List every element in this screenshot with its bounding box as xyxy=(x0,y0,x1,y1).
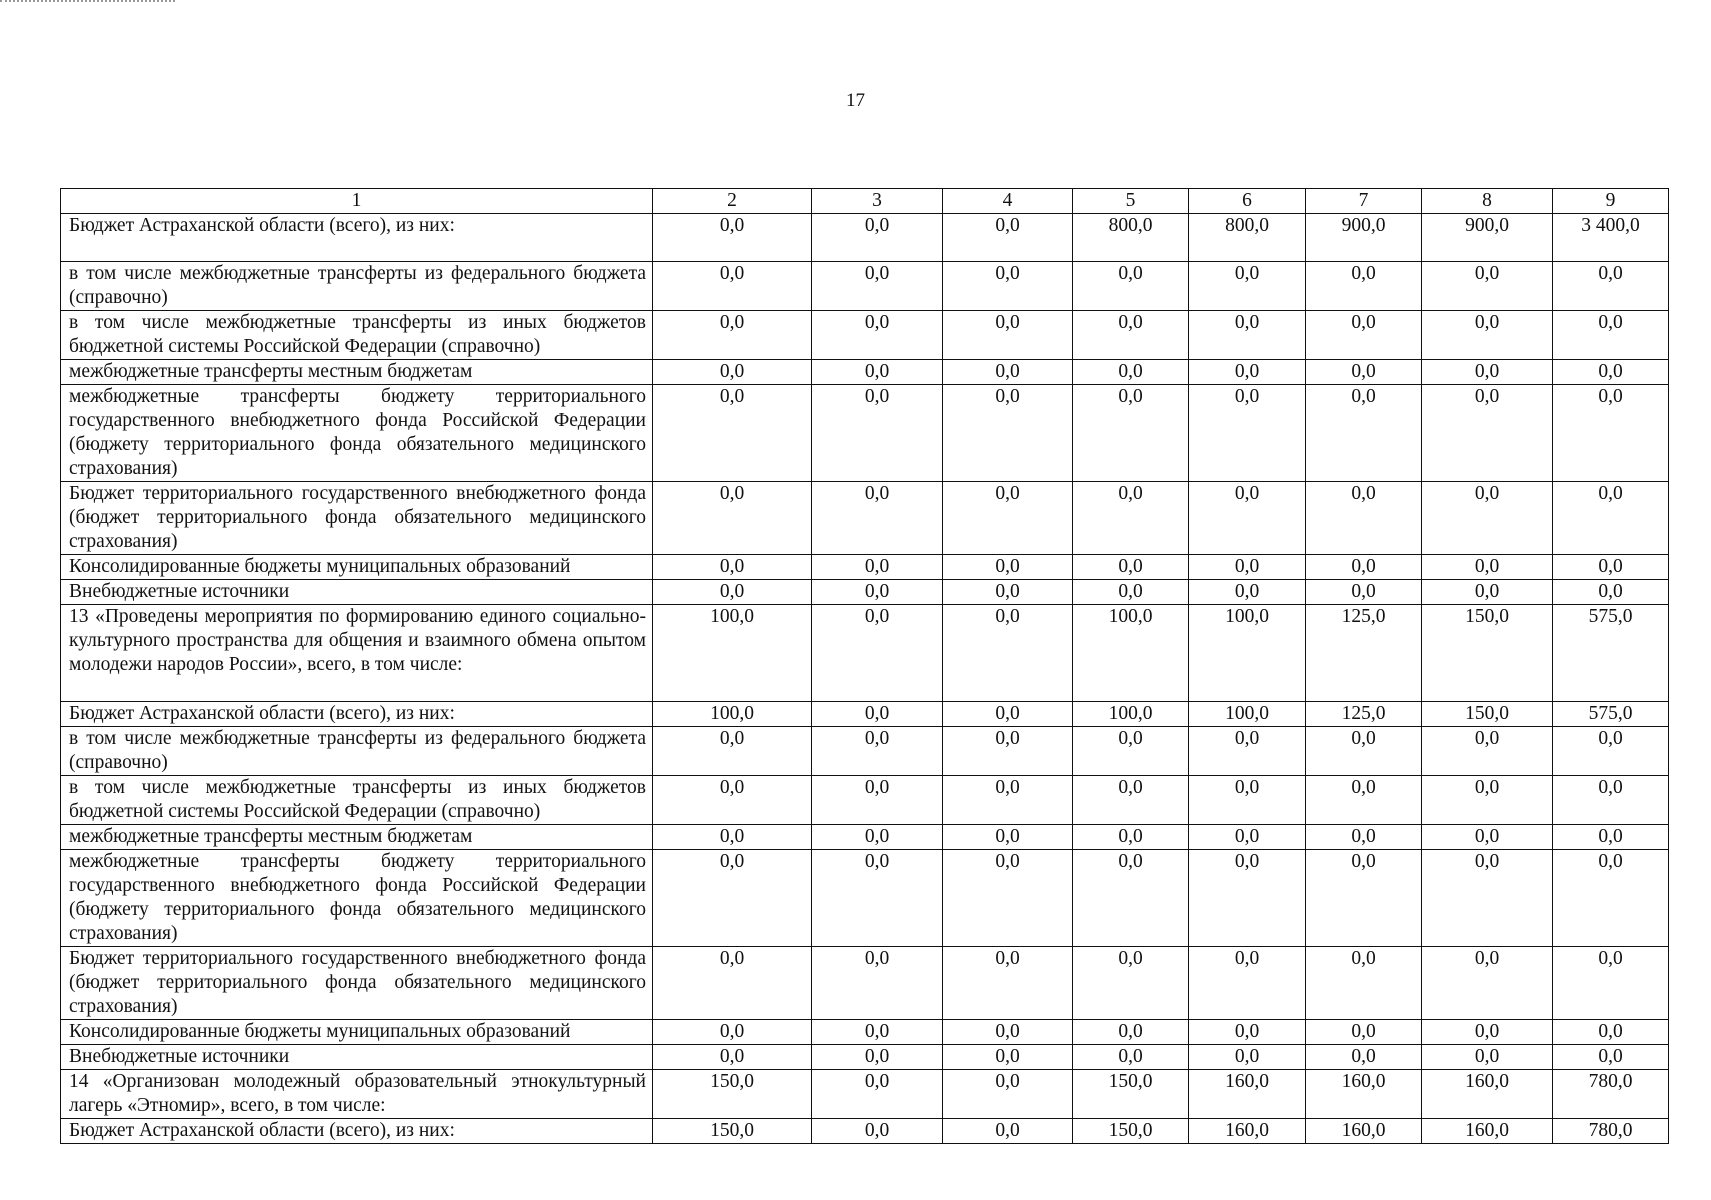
value-cell: 0,0 xyxy=(943,214,1073,262)
header-row xyxy=(61,189,1669,214)
value-cell: 0,0 xyxy=(1073,555,1189,580)
value-cell: 0,0 xyxy=(1553,555,1669,580)
value-cell: 800,0 xyxy=(1189,214,1306,262)
value-cell: 0,0 xyxy=(1553,311,1669,360)
value-cell: 900,0 xyxy=(1422,214,1553,262)
value-cell: 0,0 xyxy=(812,1020,943,1045)
value-cell: 0,0 xyxy=(1073,482,1189,555)
value-cell: 0,0 xyxy=(812,1070,943,1119)
value-cell: 0,0 xyxy=(1422,311,1553,360)
column-header-3: 3 xyxy=(812,189,943,214)
value-cell: 800,0 xyxy=(1073,214,1189,262)
value-cell: 0,0 xyxy=(1422,1020,1553,1045)
value-cell: 0,0 xyxy=(812,262,943,311)
value-cell: 0,0 xyxy=(1422,360,1553,385)
row-label: Бюджет территориального государственного внебюджетного фонда (бюджет территориального фонда обязательного медицинского страхования) xyxy=(61,947,653,1020)
value-cell: 0,0 xyxy=(812,850,943,947)
value-cell: 0,0 xyxy=(812,555,943,580)
table-row xyxy=(61,1070,1669,1119)
value-cell: 125,0 xyxy=(1306,605,1422,702)
table-row xyxy=(61,482,1669,555)
value-cell: 0,0 xyxy=(1073,727,1189,776)
value-cell: 100,0 xyxy=(1073,605,1189,702)
row-label: межбюджетные трансферты местным бюджетам xyxy=(61,360,653,385)
value-cell: 0,0 xyxy=(812,311,943,360)
value-cell: 780,0 xyxy=(1553,1119,1669,1144)
value-cell: 0,0 xyxy=(1073,1020,1189,1045)
value-cell: 0,0 xyxy=(1422,262,1553,311)
value-cell: 0,0 xyxy=(812,947,943,1020)
row-label: Консолидированные бюджеты муниципальных образований xyxy=(61,555,653,580)
value-cell: 0,0 xyxy=(943,776,1073,825)
value-cell: 0,0 xyxy=(1422,385,1553,482)
value-cell: 0,0 xyxy=(943,555,1073,580)
value-cell: 0,0 xyxy=(1189,311,1306,360)
row-label: межбюджетные трансферты бюджету территориального государственного внебюджетного фонда Российской Федерации (бюджету территориального фонда обязательного медицинского страхования) xyxy=(61,385,653,482)
value-cell: 0,0 xyxy=(1553,776,1669,825)
value-cell: 0,0 xyxy=(1422,580,1553,605)
value-cell: 0,0 xyxy=(653,580,812,605)
value-cell: 150,0 xyxy=(1073,1119,1189,1144)
scan-artifact xyxy=(0,0,175,6)
value-cell: 0,0 xyxy=(1422,1045,1553,1070)
row-label: 14 «Организован молодежный образовательный этнокультурный лагерь «Этномир», всего, в том числе: xyxy=(61,1070,653,1119)
value-cell: 0,0 xyxy=(1306,580,1422,605)
column-header-7: 7 xyxy=(1306,189,1422,214)
value-cell: 0,0 xyxy=(1189,1020,1306,1045)
value-cell: 0,0 xyxy=(1073,1045,1189,1070)
budget-table xyxy=(60,188,1669,1144)
value-cell: 150,0 xyxy=(1422,605,1553,702)
value-cell: 150,0 xyxy=(653,1119,812,1144)
table-row xyxy=(61,262,1669,311)
row-label: 13 «Проведены мероприятия по формированию единого социально-культурного пространства для общения и взаимного обмена опытом молодежи народов России», всего, в том числе: xyxy=(61,605,653,702)
value-cell: 0,0 xyxy=(653,311,812,360)
value-cell: 780,0 xyxy=(1553,1070,1669,1119)
value-cell: 3 400,0 xyxy=(1553,214,1669,262)
column-header-8: 8 xyxy=(1422,189,1553,214)
value-cell: 0,0 xyxy=(1553,1020,1669,1045)
table-row xyxy=(61,850,1669,947)
value-cell: 0,0 xyxy=(653,825,812,850)
row-label: Бюджет Астраханской области (всего), из них: xyxy=(61,1119,653,1144)
row-label: в том числе межбюджетные трансферты из иных бюджетов бюджетной системы Российской Федерации (справочно) xyxy=(61,311,653,360)
value-cell: 160,0 xyxy=(1306,1070,1422,1119)
value-cell: 0,0 xyxy=(943,1070,1073,1119)
value-cell: 0,0 xyxy=(943,1045,1073,1070)
value-cell: 0,0 xyxy=(943,385,1073,482)
value-cell: 0,0 xyxy=(1189,825,1306,850)
table-row xyxy=(61,1119,1669,1144)
value-cell: 0,0 xyxy=(1073,825,1189,850)
table-row xyxy=(61,385,1669,482)
value-cell: 0,0 xyxy=(943,825,1073,850)
value-cell: 0,0 xyxy=(653,385,812,482)
value-cell: 0,0 xyxy=(812,1119,943,1144)
value-cell: 0,0 xyxy=(653,360,812,385)
value-cell: 0,0 xyxy=(943,850,1073,947)
value-cell: 0,0 xyxy=(1422,825,1553,850)
value-cell: 0,0 xyxy=(1073,947,1189,1020)
value-cell: 0,0 xyxy=(1306,1045,1422,1070)
value-cell: 0,0 xyxy=(812,214,943,262)
value-cell: 0,0 xyxy=(1189,850,1306,947)
value-cell: 0,0 xyxy=(1422,482,1553,555)
value-cell: 0,0 xyxy=(943,727,1073,776)
value-cell: 0,0 xyxy=(1073,580,1189,605)
value-cell: 0,0 xyxy=(1189,727,1306,776)
value-cell: 0,0 xyxy=(1422,555,1553,580)
value-cell: 0,0 xyxy=(653,1020,812,1045)
value-cell: 0,0 xyxy=(1189,947,1306,1020)
table-row xyxy=(61,311,1669,360)
value-cell: 0,0 xyxy=(653,850,812,947)
value-cell: 0,0 xyxy=(812,702,943,727)
value-cell: 0,0 xyxy=(943,580,1073,605)
value-cell: 0,0 xyxy=(812,482,943,555)
value-cell: 160,0 xyxy=(1189,1119,1306,1144)
value-cell: 0,0 xyxy=(1306,947,1422,1020)
value-cell: 0,0 xyxy=(1306,776,1422,825)
value-cell: 0,0 xyxy=(812,1045,943,1070)
value-cell: 0,0 xyxy=(1553,947,1669,1020)
value-cell: 0,0 xyxy=(943,605,1073,702)
column-header-4: 4 xyxy=(943,189,1073,214)
value-cell: 0,0 xyxy=(1553,727,1669,776)
value-cell: 900,0 xyxy=(1306,214,1422,262)
value-cell: 0,0 xyxy=(1306,555,1422,580)
value-cell: 0,0 xyxy=(1306,850,1422,947)
value-cell: 0,0 xyxy=(653,482,812,555)
value-cell: 0,0 xyxy=(1553,850,1669,947)
value-cell: 0,0 xyxy=(653,776,812,825)
value-cell: 0,0 xyxy=(1553,482,1669,555)
column-header-1: 1 xyxy=(61,189,653,214)
table-row xyxy=(61,580,1669,605)
value-cell: 0,0 xyxy=(812,727,943,776)
value-cell: 0,0 xyxy=(1306,311,1422,360)
value-cell: 0,0 xyxy=(1189,1045,1306,1070)
table-row xyxy=(61,605,1669,702)
row-label: в том числе межбюджетные трансферты из федерального бюджета (справочно) xyxy=(61,727,653,776)
value-cell: 0,0 xyxy=(943,702,1073,727)
table-row xyxy=(61,776,1669,825)
column-header-9: 9 xyxy=(1553,189,1669,214)
value-cell: 0,0 xyxy=(1073,776,1189,825)
table-row xyxy=(61,702,1669,727)
value-cell: 0,0 xyxy=(943,1119,1073,1144)
value-cell: 100,0 xyxy=(653,605,812,702)
value-cell: 0,0 xyxy=(943,482,1073,555)
value-cell: 0,0 xyxy=(1189,262,1306,311)
table-row xyxy=(61,214,1669,262)
value-cell: 0,0 xyxy=(653,214,812,262)
value-cell: 0,0 xyxy=(1073,311,1189,360)
value-cell: 0,0 xyxy=(1189,776,1306,825)
value-cell: 0,0 xyxy=(1306,262,1422,311)
value-cell: 0,0 xyxy=(1306,825,1422,850)
value-cell: 0,0 xyxy=(653,555,812,580)
value-cell: 0,0 xyxy=(653,262,812,311)
table-row xyxy=(61,1020,1669,1045)
value-cell: 0,0 xyxy=(1422,776,1553,825)
value-cell: 100,0 xyxy=(1189,702,1306,727)
value-cell: 0,0 xyxy=(653,727,812,776)
value-cell: 0,0 xyxy=(812,605,943,702)
table-row xyxy=(61,1045,1669,1070)
value-cell: 160,0 xyxy=(1422,1070,1553,1119)
value-cell: 160,0 xyxy=(1189,1070,1306,1119)
value-cell: 150,0 xyxy=(1073,1070,1189,1119)
value-cell: 125,0 xyxy=(1306,702,1422,727)
value-cell: 100,0 xyxy=(1189,605,1306,702)
value-cell: 0,0 xyxy=(1553,262,1669,311)
row-label: Внебюджетные источники xyxy=(61,1045,653,1070)
value-cell: 150,0 xyxy=(1422,702,1553,727)
row-label: Бюджет Астраханской области (всего), из них: xyxy=(61,214,653,262)
value-cell: 0,0 xyxy=(943,360,1073,385)
value-cell: 0,0 xyxy=(1422,727,1553,776)
value-cell: 0,0 xyxy=(812,580,943,605)
table-row xyxy=(61,555,1669,580)
column-header-6: 6 xyxy=(1189,189,1306,214)
row-label: Внебюджетные источники xyxy=(61,580,653,605)
value-cell: 0,0 xyxy=(1306,482,1422,555)
column-header-2: 2 xyxy=(653,189,812,214)
value-cell: 0,0 xyxy=(1422,850,1553,947)
value-cell: 0,0 xyxy=(1189,555,1306,580)
value-cell: 0,0 xyxy=(1306,360,1422,385)
value-cell: 100,0 xyxy=(1073,702,1189,727)
value-cell: 0,0 xyxy=(1306,1020,1422,1045)
row-label: Бюджет территориального государственного внебюджетного фонда (бюджет территориального фонда обязательного медицинского страхования) xyxy=(61,482,653,555)
value-cell: 0,0 xyxy=(1189,482,1306,555)
value-cell: 0,0 xyxy=(812,360,943,385)
value-cell: 0,0 xyxy=(1553,360,1669,385)
row-label: в том числе межбюджетные трансферты из федерального бюджета (справочно) xyxy=(61,262,653,311)
value-cell: 0,0 xyxy=(1422,947,1553,1020)
table-row xyxy=(61,947,1669,1020)
value-cell: 0,0 xyxy=(943,262,1073,311)
page-number: 17 xyxy=(846,90,865,111)
row-label: межбюджетные трансферты местным бюджетам xyxy=(61,825,653,850)
value-cell: 0,0 xyxy=(1189,580,1306,605)
row-label: Бюджет Астраханской области (всего), из них: xyxy=(61,702,653,727)
value-cell: 0,0 xyxy=(943,947,1073,1020)
value-cell: 0,0 xyxy=(1306,727,1422,776)
table-row xyxy=(61,825,1669,850)
row-label: в том числе межбюджетные трансферты из иных бюджетов бюджетной системы Российской Федерации (справочно) xyxy=(61,776,653,825)
value-cell: 0,0 xyxy=(653,947,812,1020)
value-cell: 0,0 xyxy=(812,825,943,850)
value-cell: 0,0 xyxy=(1073,262,1189,311)
value-cell: 575,0 xyxy=(1553,605,1669,702)
value-cell: 0,0 xyxy=(1553,825,1669,850)
table-body xyxy=(61,214,1669,1144)
value-cell: 0,0 xyxy=(653,1045,812,1070)
row-label: Консолидированные бюджеты муниципальных образований xyxy=(61,1020,653,1045)
value-cell: 160,0 xyxy=(1422,1119,1553,1144)
value-cell: 0,0 xyxy=(1553,385,1669,482)
value-cell: 0,0 xyxy=(1189,360,1306,385)
value-cell: 0,0 xyxy=(1073,385,1189,482)
value-cell: 0,0 xyxy=(1553,580,1669,605)
value-cell: 0,0 xyxy=(1553,1045,1669,1070)
table-row xyxy=(61,727,1669,776)
value-cell: 0,0 xyxy=(1073,360,1189,385)
column-header-5: 5 xyxy=(1073,189,1189,214)
value-cell: 0,0 xyxy=(1189,385,1306,482)
value-cell: 100,0 xyxy=(653,702,812,727)
value-cell: 0,0 xyxy=(1073,850,1189,947)
table-row xyxy=(61,360,1669,385)
value-cell: 0,0 xyxy=(1306,385,1422,482)
value-cell: 0,0 xyxy=(812,385,943,482)
row-label: межбюджетные трансферты бюджету территориального государственного внебюджетного фонда Российской Федерации (бюджету территориального фонда обязательного медицинского страхования) xyxy=(61,850,653,947)
value-cell: 160,0 xyxy=(1306,1119,1422,1144)
value-cell: 0,0 xyxy=(812,776,943,825)
value-cell: 0,0 xyxy=(943,311,1073,360)
value-cell: 150,0 xyxy=(653,1070,812,1119)
value-cell: 0,0 xyxy=(943,1020,1073,1045)
value-cell: 575,0 xyxy=(1553,702,1669,727)
